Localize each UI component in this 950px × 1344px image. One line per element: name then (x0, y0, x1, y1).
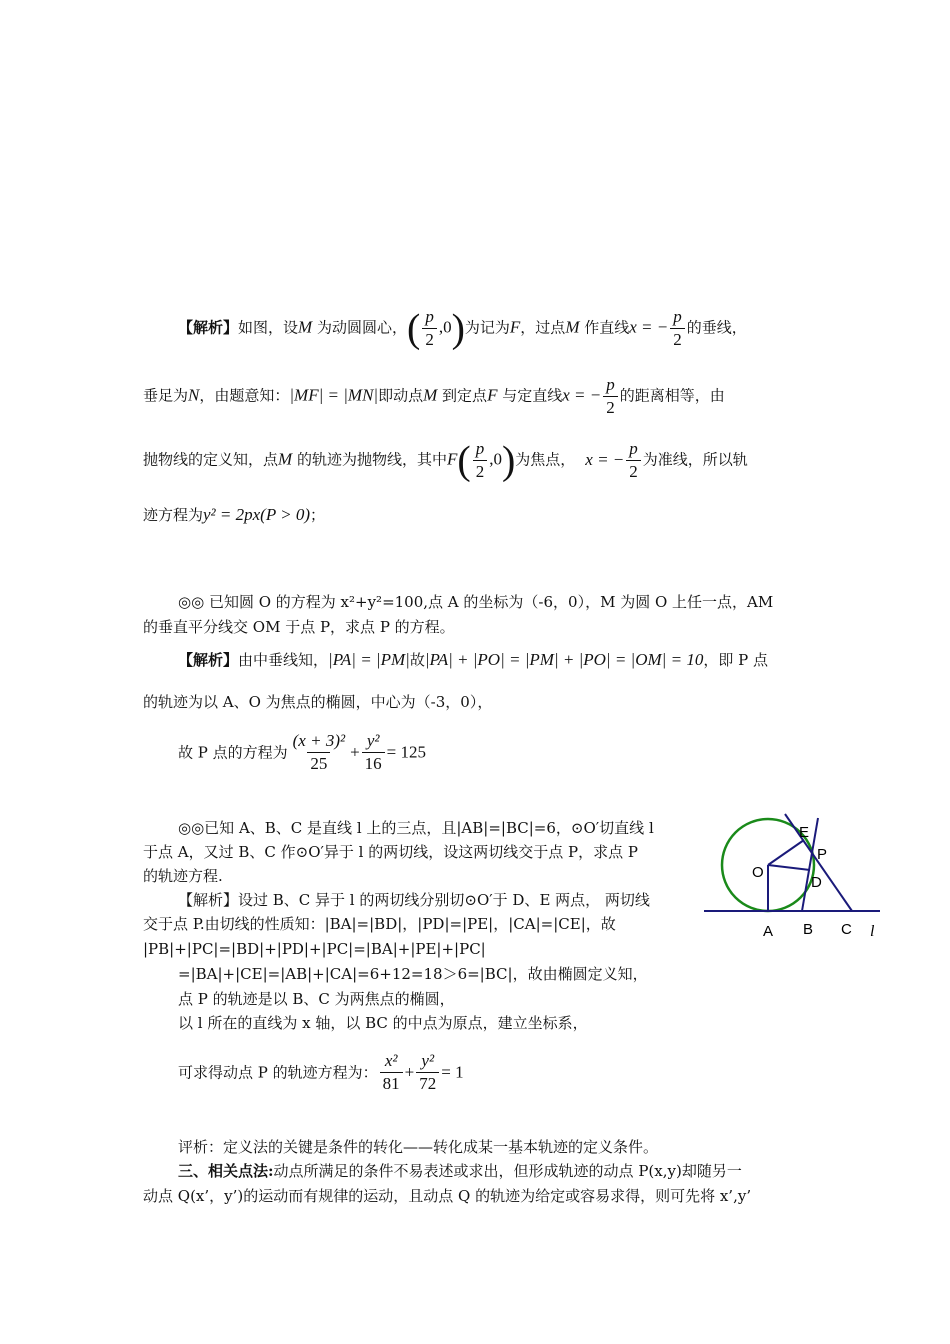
fraction-p-over-2 (603, 374, 618, 419)
math-x-eq: x = − (629, 317, 669, 337)
text: 到定点 (437, 386, 488, 405)
text: 为焦点， (515, 450, 576, 469)
math-M: M (565, 317, 580, 337)
text: ； (310, 506, 326, 524)
text: 由中垂线知， (238, 651, 329, 669)
fraction-y2-over-72 (416, 1050, 439, 1095)
label-l: l (870, 923, 875, 940)
comment-line1: 评析：定义法的关键是条件的转化——转化成某一基本轨迹的定义条件。 (178, 1138, 659, 1156)
denominator: 2 (473, 460, 488, 483)
text: ，过点 (520, 318, 566, 337)
solution-label: 【解析】 (178, 318, 239, 337)
denominator: 25 (307, 752, 330, 775)
text: 为记为 (464, 318, 510, 337)
problem2-line1: ◎◎ 已知圆 O 的方程为 x²+y²=100,点 A 的坐标为（-6，0），M 为圆 O 上任一点，AM (178, 593, 774, 611)
numerator: p (629, 439, 638, 458)
numerator: p (606, 375, 615, 394)
text: 的垂线， (686, 318, 747, 337)
comment-line3: 动点 Q(x’，y’)的运动而有规律的运动，且动点 Q 的轨迹为给定或容易求得，则可先将 x’,y’ (143, 1187, 752, 1205)
problem2-line4: 的轨迹为以 A、O 为焦点的椭圆，中心为（-3，0）， (143, 693, 493, 711)
math-plus: + (404, 1062, 415, 1082)
math-rhs: = 1 (441, 1062, 464, 1082)
label-E: E (799, 824, 810, 841)
text: 如图，设 (238, 318, 299, 337)
para4-line (143, 505, 325, 525)
math-abs-MF-MN: |MF| = |MN| (289, 385, 379, 405)
paren-left: ( (457, 437, 471, 483)
math-F: F (509, 317, 521, 337)
math-comma-zero: ,0 (438, 317, 452, 337)
solution-label: 【解析】 (178, 651, 239, 669)
math-plus: + (350, 742, 360, 762)
text: 的距离相等，由 (619, 386, 725, 405)
numerator: p (475, 439, 485, 458)
math-comma-zero: ,0 (489, 449, 502, 469)
fraction-p-over-2 (626, 438, 641, 483)
geometry-figure (700, 806, 900, 946)
fraction-p-over-2 (473, 438, 488, 483)
text: 为动圆圆心， (312, 318, 407, 337)
denominator: 2 (422, 328, 437, 351)
para1-line (178, 306, 747, 351)
text: 故 (409, 651, 425, 669)
math-F: F (446, 449, 458, 469)
fraction-ellipse-term1 (290, 730, 348, 775)
numerator: x² (384, 1051, 398, 1070)
paren-right: ) (451, 305, 465, 351)
para2-line (143, 374, 725, 419)
para3-line (143, 438, 748, 483)
paren-right: ) (501, 437, 516, 483)
radius-OD (768, 865, 810, 870)
label-C: C (841, 921, 852, 938)
denominator: 16 (362, 752, 385, 775)
problem2-line2: 的垂直平分线交 OM 于点 P，求点 P 的方程。 (143, 618, 455, 636)
numerator: (x + 3)² (292, 731, 346, 750)
label-O: O (752, 864, 764, 881)
denominator: 81 (380, 1072, 403, 1095)
denominator: 72 (416, 1072, 439, 1095)
section3-line (178, 1161, 742, 1181)
math-N: N (188, 385, 200, 405)
fraction-p-over-2 (670, 306, 685, 351)
math-M: M (423, 385, 438, 405)
text: 可求得动点 P 的轨迹方程为： (178, 1063, 378, 1082)
problem3-line9: 以 l 所在的直线为 x 轴，以 BC 的中点为原点，建立坐标系， (178, 1014, 588, 1032)
math-x-eq: x = − (585, 449, 625, 469)
label-D: D (811, 874, 822, 891)
math-M: M (298, 317, 313, 337)
text: 的轨迹为抛物线，其中 (292, 450, 447, 469)
label-P: P (817, 846, 828, 863)
numerator: y² (366, 731, 380, 750)
text: ，即 P 点 (703, 651, 768, 669)
math-F: F (487, 385, 498, 405)
math-eq1: |PA| = |PM| (328, 650, 410, 669)
fraction-x2-over-81 (380, 1050, 403, 1095)
label-B: B (803, 921, 814, 938)
denominator: 2 (603, 396, 618, 419)
math-rhs: = 125 (386, 742, 427, 762)
math-x-eq: x = − (562, 385, 602, 405)
text: 动点所满足的条件不易表述或求出，但形成轨迹的动点 P(x,y)却随另一 (273, 1162, 742, 1180)
text: 为准线，所以轨 (642, 450, 748, 469)
problem3-line4: 【解析】设过 B、C 异于 l 的两切线分别切⊙O′于 D、E 两点， 两切线 (178, 891, 650, 909)
problem3-line1: ◎◎已知 A、B、C 是直线 l 上的三点，且|AB|=|BC|=6，⊙O′切直线 l (178, 819, 654, 837)
section-label: 三、相关点法: (178, 1162, 274, 1180)
fraction-ellipse-term2 (362, 730, 385, 775)
problem3-line6: |PB|+|PC|=|BD|+|PD|+|PC|=|BA|+|PE|+|PC| (143, 940, 486, 958)
problem2-solution-line (178, 650, 768, 670)
label-A: A (763, 923, 774, 940)
problem3-line8: 点 P 的轨迹是以 B、C 为两焦点的椭圆， (178, 990, 455, 1008)
text: 与定直线 (497, 386, 563, 405)
text: 故 P 点的方程为 (178, 743, 288, 762)
math-eq2: |PA| + |PO| = |PM| + |PO| = |OM| = 10 (424, 650, 704, 669)
text: 即动点 (378, 386, 424, 405)
problem3-line3: 的轨迹方程. (143, 867, 223, 885)
math-M: M (278, 449, 293, 469)
numerator: y² (421, 1051, 435, 1070)
text: 迹方程为 (143, 506, 204, 524)
problem2-result-line (178, 730, 426, 775)
text: 作直线 (579, 318, 630, 337)
text: ，由题意知： (199, 386, 290, 405)
problem3-result-line (178, 1050, 464, 1095)
problem3-line2: 于点 A，又过 B、C 作⊙O′异于 l 的两切线，设这两切线交于点 P，求点 P (143, 843, 638, 861)
paren-left: ( (406, 305, 421, 351)
text: 抛物线的定义知，点 (143, 450, 279, 469)
denominator: 2 (626, 460, 641, 483)
denominator: 2 (670, 328, 685, 351)
numerator: p (673, 307, 682, 326)
math-parabola-equation: y² = 2px(P > 0) (203, 505, 311, 524)
radius-OE (768, 840, 804, 865)
problem3-line7: =|BA|+|CE|=|AB|+|CA|=6+12=18＞6=|BC|，故由椭圆定义知， (178, 965, 648, 983)
text: 垂足为 (143, 386, 189, 405)
fraction-p-over-2 (422, 306, 437, 351)
problem3-line5: 交于点 P.由切线的性质知：|BA|=|BD|，|PD|=|PE|，|CA|=|CE|，故 (143, 915, 616, 933)
numerator: p (425, 307, 434, 326)
